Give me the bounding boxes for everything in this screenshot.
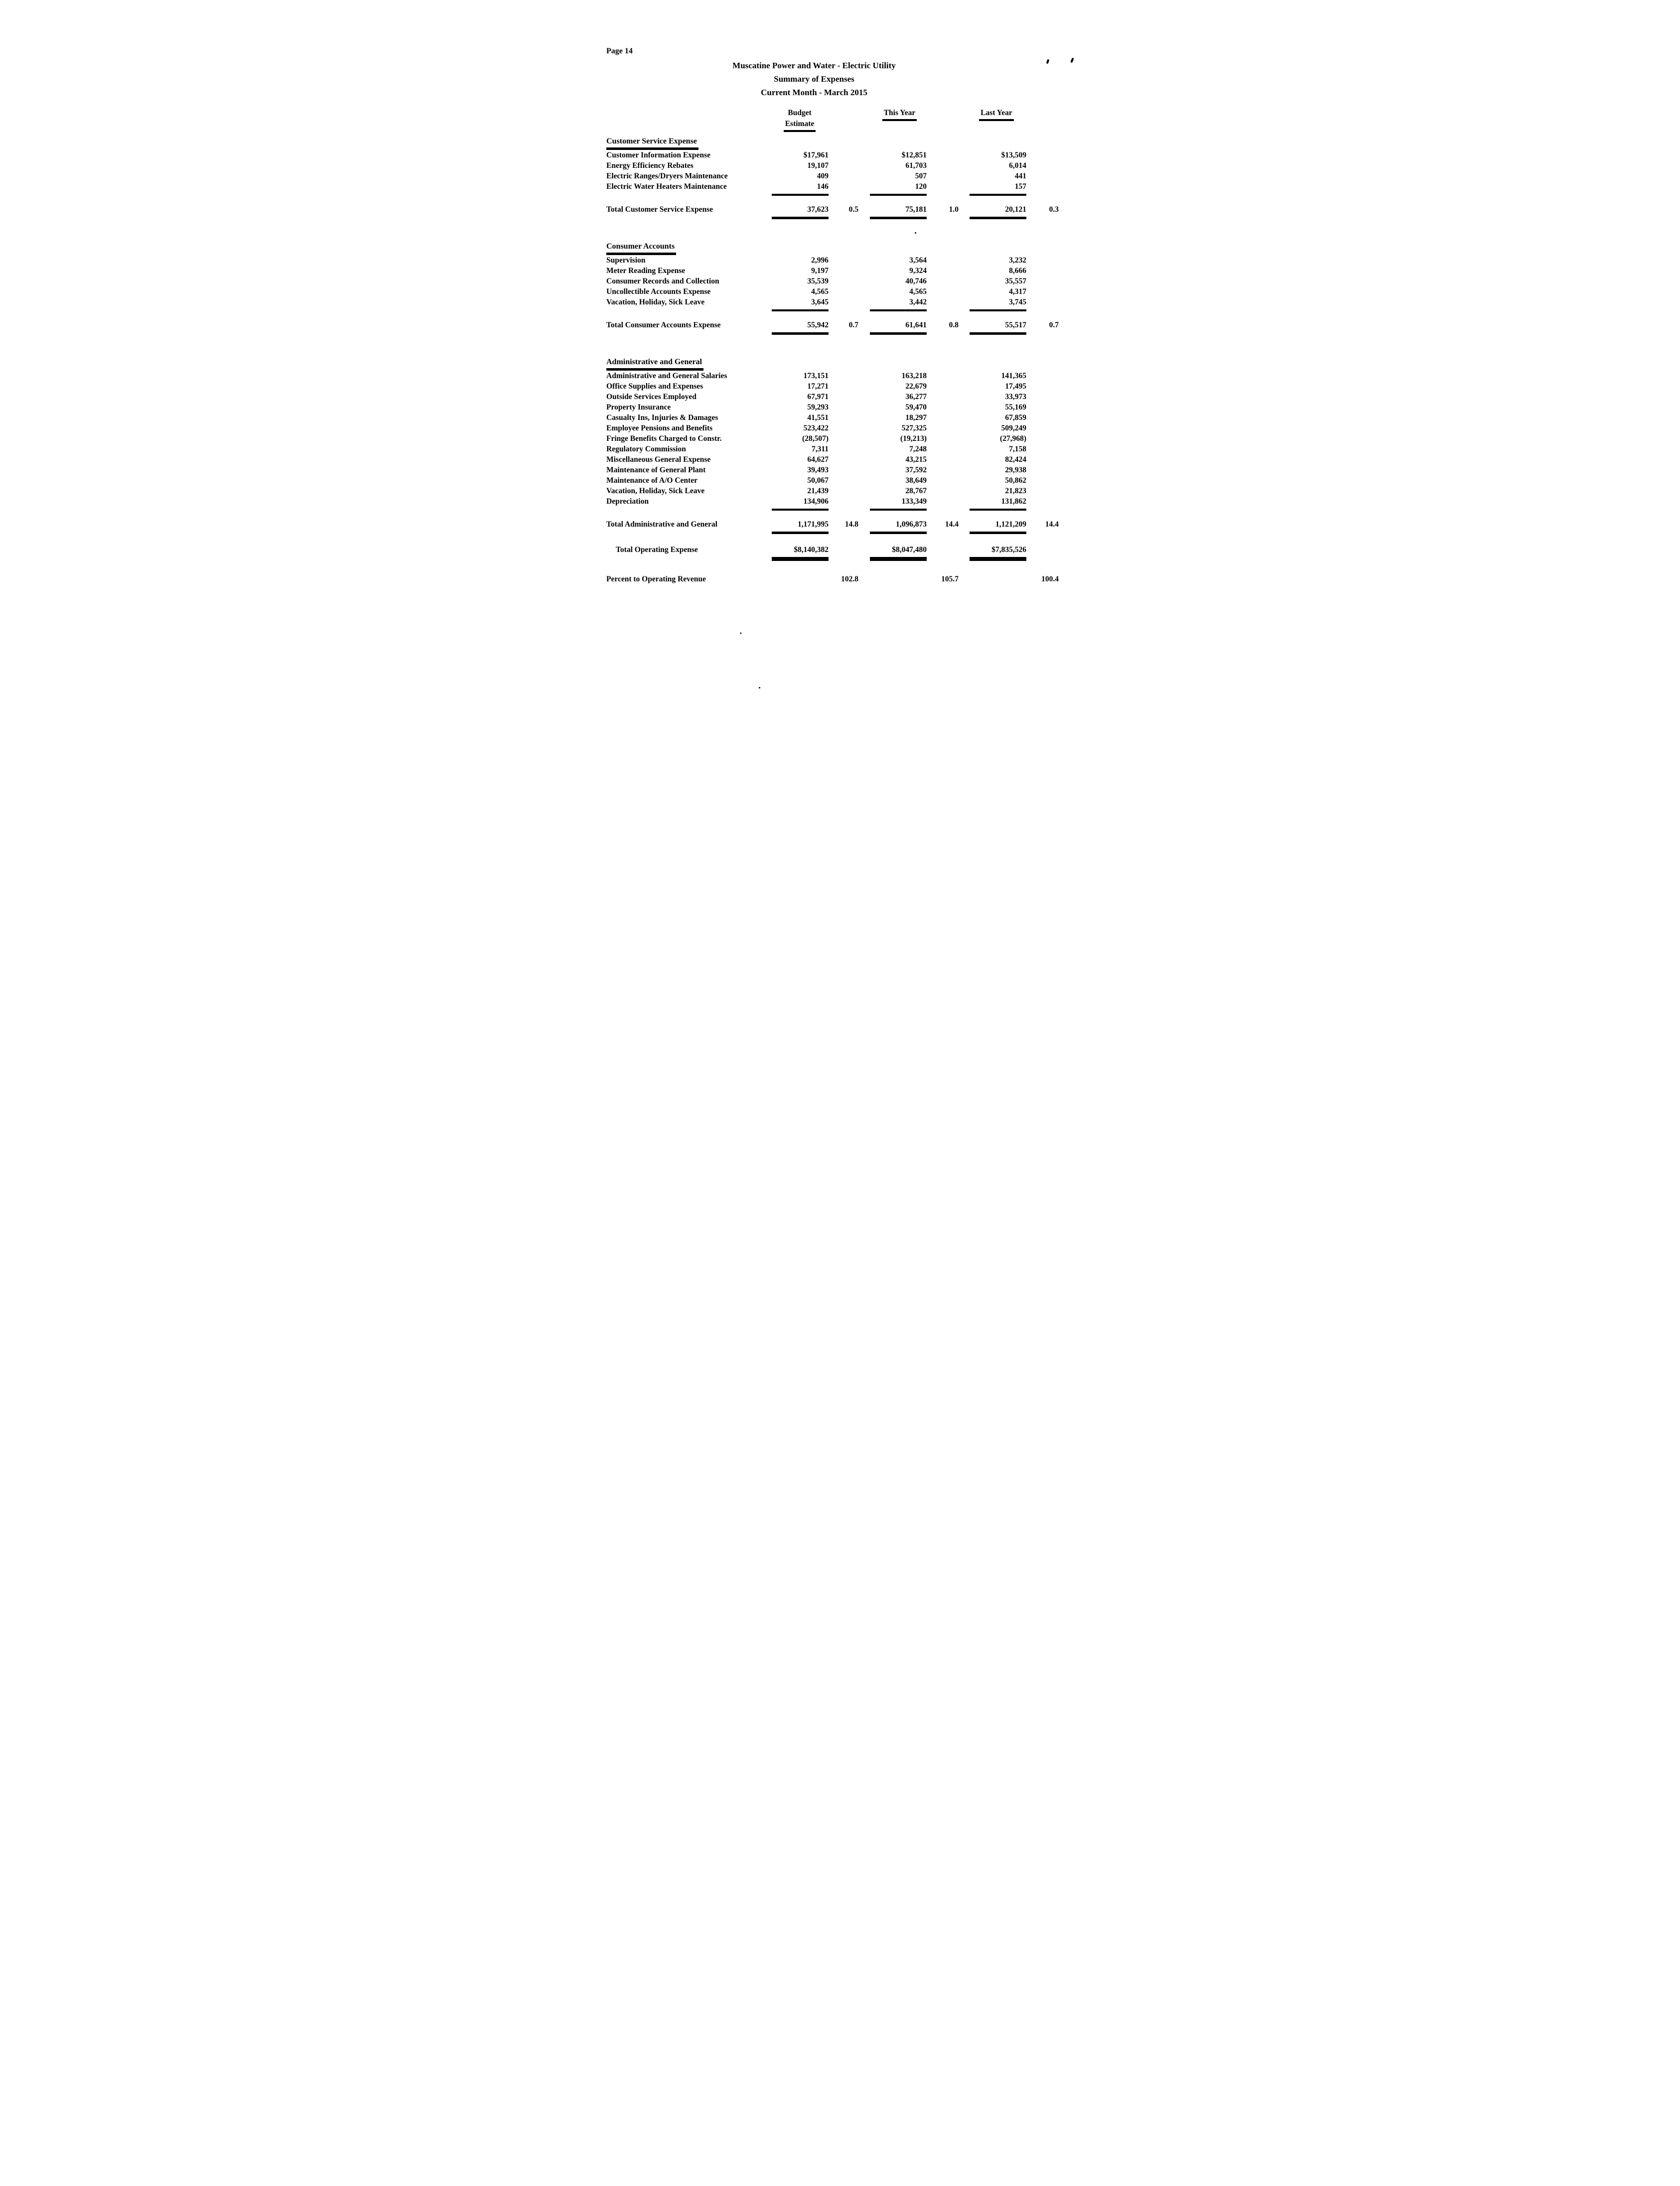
scan-artifact — [759, 687, 760, 688]
budget-estimate-value: 17,271 — [807, 382, 829, 391]
this-year-percent: 14.4 — [945, 520, 959, 529]
expense-row — [606, 412, 1120, 423]
this-year-value: (19,213) — [900, 434, 927, 443]
title-report: Summary of Expenses — [774, 74, 854, 84]
this-year-value: 133,349 — [870, 496, 927, 511]
budget-percent: 0.5 — [848, 205, 858, 214]
budget-percent: 0.7 — [848, 321, 858, 329]
last-year-percent: 0.7 — [1049, 321, 1059, 329]
section-total-label: Total Customer Service Expense — [606, 205, 713, 214]
last-year-value: 29,938 — [1005, 466, 1026, 474]
expense-row — [606, 160, 1120, 171]
last-year-value: 4,317 — [1009, 287, 1026, 296]
this-year-value: $12,851 — [901, 151, 927, 159]
expense-label: Uncollectible Accounts Expense — [606, 287, 711, 296]
budget-estimate-value: 4,565 — [811, 287, 829, 296]
budget-percent: 14.8 — [844, 520, 858, 529]
last-year-value: 157 — [970, 181, 1026, 196]
expense-label: Regulatory Commission — [606, 445, 686, 453]
column-header-this-year: This Year — [865, 108, 934, 121]
last-year-value: 441 — [1014, 172, 1026, 180]
expense-row — [606, 381, 1120, 392]
expense-row — [606, 402, 1120, 412]
budget-estimate-value: 21,439 — [807, 487, 829, 495]
expense-label: Electric Ranges/Dryers Maintenance — [606, 172, 728, 180]
last-year-value: 82,424 — [1005, 455, 1026, 464]
total-operating-this-year-value: $8,047,480 — [870, 545, 927, 559]
last-year-total: 55,517 — [970, 320, 1026, 335]
section-heading: Customer Service Expense — [606, 136, 1120, 150]
expense-row — [606, 433, 1120, 444]
expense-label: Outside Services Employed — [606, 393, 697, 401]
budget-estimate-value: 59,293 — [807, 403, 829, 411]
title-company: Muscatine Power and Water - Electric Utility — [732, 61, 896, 70]
this-year-value: 28,767 — [905, 487, 927, 495]
last-year-value: 3,745 — [970, 297, 1026, 311]
expense-row — [606, 276, 1120, 286]
last-year-value: (27,968) — [1000, 434, 1026, 443]
document-page — [560, 0, 1120, 729]
expense-row — [606, 171, 1120, 181]
expense-row — [606, 444, 1120, 454]
section-rows — [560, 371, 1120, 511]
expense-label: Employee Pensions and Benefits — [606, 424, 713, 432]
budget-estimate-value: $17,961 — [803, 151, 829, 159]
expense-label: Vacation, Holiday, Sick Leave — [606, 298, 705, 306]
this-year-percent: 1.0 — [949, 205, 959, 214]
expense-label: Property Insurance — [606, 403, 671, 411]
column-headers — [606, 108, 1120, 132]
this-year-value: 36,277 — [905, 393, 927, 401]
last-year-value: 509,249 — [1001, 424, 1026, 432]
document-title — [560, 59, 1068, 99]
last-year-value: 3,232 — [1009, 256, 1026, 265]
expense-row — [606, 465, 1120, 475]
budget-estimate-value: 19,107 — [807, 161, 829, 170]
budget-estimate-value: 64,627 — [807, 455, 829, 464]
percent-budget-value: 102.8 — [841, 575, 858, 583]
last-year-value: 67,859 — [1005, 413, 1026, 422]
budget-estimate-value: 134,906 — [772, 496, 829, 511]
total-operating-expense-row — [606, 545, 1120, 559]
last-year-value: 131,862 — [970, 496, 1026, 511]
expense-section — [560, 357, 1120, 534]
section-rows — [560, 150, 1120, 196]
this-year-total: 61,641 — [870, 320, 927, 335]
last-year-total: 20,121 — [970, 204, 1026, 219]
last-year-value: 35,557 — [1005, 277, 1026, 285]
budget-estimate-value: 3,645 — [772, 297, 829, 311]
last-year-value: 33,973 — [1005, 393, 1026, 401]
last-year-total: 1,121,209 — [970, 519, 1026, 534]
expense-row — [606, 150, 1120, 160]
this-year-total: 1,096,873 — [870, 519, 927, 534]
expense-label: Administrative and General Salaries — [606, 372, 727, 380]
expense-row — [606, 475, 1120, 486]
this-year-value: 120 — [870, 181, 927, 196]
this-year-value: 61,703 — [905, 161, 927, 170]
section-heading: Consumer Accounts — [606, 241, 1120, 255]
expense-label: Casualty Ins, Injuries & Damages — [606, 413, 718, 422]
expense-label: Maintenance of A/O Center — [606, 476, 698, 485]
last-year-value: 8,666 — [1009, 267, 1026, 275]
scan-artifact — [740, 632, 741, 634]
this-year-value: 507 — [915, 172, 927, 180]
section-rows — [560, 255, 1120, 311]
last-year-value: 17,495 — [1005, 382, 1026, 391]
last-year-value: 50,862 — [1005, 476, 1026, 485]
percent-this-year-value: 105.7 — [941, 575, 959, 583]
total-operating-last-year-value: $7,835,526 — [970, 545, 1026, 559]
last-year-value: 55,169 — [1005, 403, 1026, 411]
column-header-budget: Budget — [788, 109, 812, 117]
budget-estimate-value: 7,311 — [811, 445, 829, 453]
this-year-value: 163,218 — [901, 372, 927, 380]
percent-last-year-value: 100.4 — [1041, 575, 1059, 583]
this-year-value: 7,248 — [909, 445, 927, 453]
expense-label: Depreciation — [606, 497, 649, 506]
percent-to-operating-revenue-row — [606, 574, 1120, 584]
expense-section — [560, 136, 1120, 219]
expense-row — [606, 486, 1120, 496]
this-year-value: 3,564 — [909, 256, 927, 265]
this-year-value: 43,215 — [905, 455, 927, 464]
scan-artifact — [915, 232, 916, 234]
section-total-row — [606, 320, 1120, 335]
section-total-row — [606, 204, 1120, 219]
last-year-value: 21,823 — [1005, 487, 1026, 495]
expense-label: Customer Information Expense — [606, 151, 710, 159]
budget-estimate-value: 67,971 — [807, 393, 829, 401]
section-total-label: Total Administrative and General — [606, 520, 717, 529]
expense-label: Electric Water Heaters Maintenance — [606, 182, 727, 191]
this-year-value: 40,746 — [905, 277, 927, 285]
expense-row — [606, 392, 1120, 402]
column-header-estimate: Estimate — [784, 119, 816, 132]
expense-row — [606, 297, 1120, 311]
expense-row — [606, 266, 1120, 276]
budget-estimate-value: 39,493 — [807, 466, 829, 474]
last-year-value: 7,158 — [1009, 445, 1026, 453]
column-header-last-year: Last Year — [963, 108, 1030, 121]
this-year-value: 527,325 — [901, 424, 927, 432]
scan-artifact — [1070, 58, 1074, 63]
this-year-value: 37,592 — [905, 466, 927, 474]
budget-estimate-total: 1,171,995 — [772, 519, 829, 534]
last-year-value: 6,014 — [1009, 161, 1026, 170]
budget-estimate-total: 37,623 — [772, 204, 829, 219]
this-year-value: 18,297 — [905, 413, 927, 422]
last-year-value: 141,365 — [1001, 372, 1026, 380]
this-year-total: 75,181 — [870, 204, 927, 219]
this-year-value: 3,442 — [870, 297, 927, 311]
expense-row — [606, 286, 1120, 297]
this-year-value: 38,649 — [905, 476, 927, 485]
budget-estimate-value: 409 — [817, 172, 829, 180]
section-total-row — [606, 519, 1120, 534]
this-year-value: 22,679 — [905, 382, 927, 391]
budget-estimate-value: 41,551 — [807, 413, 829, 422]
last-year-percent: 14.4 — [1045, 520, 1059, 529]
column-header-budget-estimate — [771, 108, 829, 132]
expense-row — [606, 255, 1120, 266]
this-year-value: 59,470 — [905, 403, 927, 411]
budget-estimate-value: (28,507) — [802, 434, 829, 443]
total-operating-budget-value: $8,140,382 — [772, 545, 829, 559]
expense-label: Supervision — [606, 256, 646, 265]
expense-label: Consumer Records and Collection — [606, 277, 719, 285]
expense-sections — [560, 136, 1120, 534]
budget-estimate-value: 50,067 — [807, 476, 829, 485]
section-total-label: Total Consumer Accounts Expense — [606, 321, 721, 329]
budget-estimate-value: 523,422 — [803, 424, 829, 432]
expense-label: Meter Reading Expense — [606, 267, 686, 275]
expense-row — [606, 181, 1120, 196]
title-period: Current Month - March 2015 — [761, 88, 867, 97]
budget-estimate-value: 2,996 — [811, 256, 829, 265]
budget-estimate-value: 173,151 — [803, 372, 829, 380]
budget-estimate-total: 55,942 — [772, 320, 829, 335]
expense-row — [606, 454, 1120, 465]
expense-label: Fringe Benefits Charged to Constr. — [606, 434, 722, 443]
last-year-percent: 0.3 — [1049, 205, 1059, 214]
this-year-percent: 0.8 — [949, 321, 959, 329]
last-year-value: $13,509 — [1001, 151, 1026, 159]
expense-section — [560, 241, 1120, 335]
budget-estimate-value: 146 — [772, 181, 829, 196]
section-heading: Administrative and General — [606, 357, 1120, 371]
expense-row — [606, 496, 1120, 511]
expense-label: Office Supplies and Expenses — [606, 382, 703, 391]
expense-label: Maintenance of General Plant — [606, 466, 706, 474]
expense-label: Vacation, Holiday, Sick Leave — [606, 487, 705, 495]
expense-label: Miscellaneous General Expense — [606, 455, 711, 464]
this-year-value: 4,565 — [909, 287, 927, 296]
total-operating-expense-label: Total Operating Expense — [616, 546, 698, 554]
budget-estimate-value: 35,539 — [807, 277, 829, 285]
percent-to-operating-revenue-label: Percent to Operating Revenue — [606, 575, 706, 583]
page-label: Page 14 — [606, 47, 633, 55]
budget-estimate-value: 9,197 — [811, 267, 829, 275]
expense-row — [606, 371, 1120, 381]
expense-row — [606, 423, 1120, 433]
expense-label: Energy Efficiency Rebates — [606, 161, 694, 170]
this-year-value: 9,324 — [909, 267, 927, 275]
